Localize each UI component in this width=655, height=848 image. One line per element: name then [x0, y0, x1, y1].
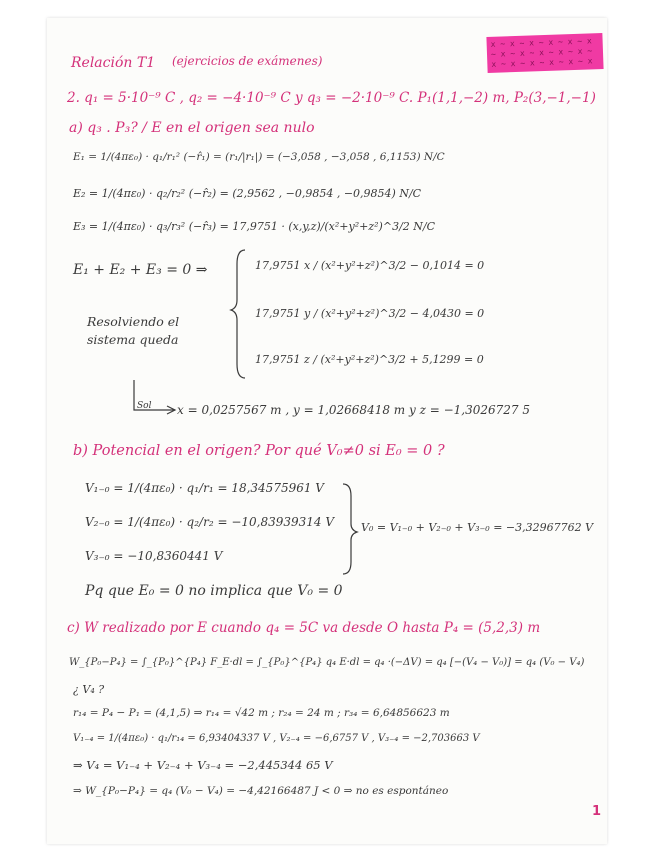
part-c-line-6: ⇒ W_{P₀−P₄} = q₄ (V₀ − V₄) = −4,42166487 J < 0 ⇒ no es espontáneo	[73, 785, 449, 797]
potential-brace	[343, 484, 357, 574]
part-c-line-1: W_{P₀−P₄} = ∫_{P₀}^{P₄} F_E·dl = ∫_{P₀}^{P₄} q₄ E·dl = q₄ ·(−ΔV) = q₄ [−(V₄ − V₀)] = q₄ (V₀ − V₄)	[69, 657, 585, 668]
potential-sum: V₀ = V₁₋₀ + V₂₋₀ + V₃₋₀ = −3,32967762 V	[361, 521, 594, 534]
solution-label: Sol	[137, 401, 152, 411]
solution-values: x = 0,0257567 m , y = 1,02668418 m y z = −1,3026727 5	[177, 403, 530, 417]
part-a-heading: a) q₃ . P₃? / E en el origen sea nulo	[69, 120, 315, 136]
part-c-line-3: r₁₄ = P₄ − P₁ = (4,1,5) ⇒ r₁₄ = √42 m ; r₂₄ = 24 m ; r₃₄ = 6,64856623 m	[73, 707, 450, 719]
part-c-line-2: ¿ V₄ ?	[73, 683, 105, 696]
part-b-line-3: V₃₋₀ = −10,8360441 V	[85, 549, 223, 563]
solution-arrow-line	[134, 380, 175, 410]
part-b-conclusion: Pq que E₀ = 0 no implica que V₀ = 0	[85, 583, 343, 599]
page-subtitle: (ejercicios de exámenes)	[172, 54, 323, 68]
part-a-line-2: E₂ = 1/(4πε₀) · q₂/r₂² (−r̂₂) = (2,9562 , −0,9854 , −0,9854) N/C	[73, 187, 422, 200]
part-b-heading: b) Potencial en el origen? Por qué V₀≠0 si E₀ = 0 ?	[73, 443, 445, 459]
solving-note-1: Resolviendo el	[87, 314, 180, 329]
system-eq-y: 17,9751 y / (x²+y²+z²)^3/2 − 4,0430 = 0	[255, 307, 485, 320]
problem-statement: 2. q₁ = 5·10⁻⁹ C , q₂ = −4·10⁻⁹ C y q₃ = −2·10⁻⁹ C. P₁(1,1,−2) m, P₂(3,−1,−1)	[67, 90, 596, 106]
system-eq-x: 17,9751 x / (x²+y²+z²)^3/2 − 0,1014 = 0	[255, 259, 485, 272]
sticker-pattern: x ~ x ~ x ~ x ~ x ~ x ~ x ~ x ~ x ~ x ~ x ~ x ~ x ~ x ~ x ~ x ~ x	[490, 36, 593, 69]
part-c-line-5: ⇒ V₄ = V₁₋₄ + V₂₋₄ + V₃₋₄ = −2,445344 65 V	[73, 758, 333, 772]
page-title: Relación T1	[71, 55, 156, 71]
part-a-line-3: E₃ = 1/(4πε₀) · q₃/r₃² (−r̂₃) = 17,9751 · (x,y,z)/(x²+y²+z²)^3/2 N/C	[73, 220, 436, 233]
notebook-page	[47, 18, 607, 844]
system-brace	[231, 250, 245, 378]
part-c-line-4: V₁₋₄ = 1/(4πε₀) · q₁/r₁₄ = 6,93404337 V , V₂₋₄ = −6,6757 V , V₃₋₄ = −2,703663 V	[73, 733, 480, 744]
system-eq-z: 17,9751 z / (x²+y²+z²)^3/2 + 5,1299 = 0	[255, 353, 484, 366]
solving-note-2: sistema queda	[87, 332, 179, 347]
hand-drawn-marks	[47, 18, 607, 844]
part-b-line-1: V₁₋₀ = 1/(4πε₀) · q₁/r₁ = 18,34575961 V	[85, 481, 324, 495]
part-a-line-4: E₁ + E₂ + E₃ = 0 ⇒	[73, 262, 208, 278]
part-c-heading: c) W realizado por E cuando q₄ = 5C va desde O hasta P₄ = (5,2,3) m	[67, 620, 541, 636]
part-b-line-2: V₂₋₀ = 1/(4πε₀) · q₂/r₂ = −10,83939314 V	[85, 515, 335, 529]
part-a-line-1: E₁ = 1/(4πε₀) · q₁/r₁² (−r̂₁) = (r₁/|r₁|) = (−3,058 , −3,058 , 6,1153) N/C	[73, 151, 445, 163]
page-number: 1	[592, 804, 602, 819]
